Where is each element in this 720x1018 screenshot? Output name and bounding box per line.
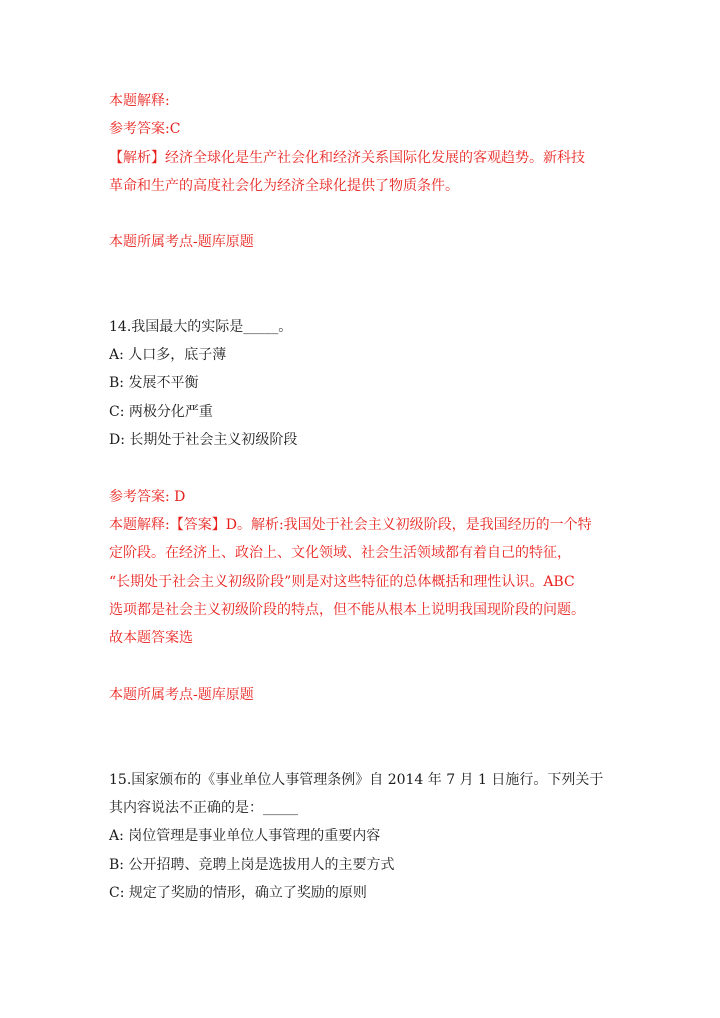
reference-answer: 参考答案:C bbox=[109, 121, 181, 137]
explanation-text-line: 选项都是社会主义初级阶段的特点，但不能从根本上说明我国现阶段的问题。 bbox=[109, 602, 585, 618]
explanation-text-line: 定阶段。在经济上、政治上、文化领域、社会生活领域都有着自己的特征， bbox=[109, 545, 571, 561]
option-d: D: 长期处于社会主义初级阶段 bbox=[109, 432, 298, 448]
option-a: A: 人口多，底子薄 bbox=[109, 347, 227, 363]
question-source: 本题所属考点-题库原题 bbox=[109, 687, 254, 703]
question-stem: 其内容说法不正确的是：_____ bbox=[109, 800, 298, 816]
reference-answer: 参考答案: D bbox=[109, 489, 186, 505]
explanation-label: 本题解释: bbox=[109, 93, 170, 109]
explanation-text-line: 故本题答案选 bbox=[109, 630, 193, 646]
option-b: B: 公开招聘、竞聘上岗是选拔用人的主要方式 bbox=[109, 857, 395, 873]
option-b: B: 发展不平衡 bbox=[109, 375, 199, 391]
option-a: A: 岗位管理是事业单位人事管理的重要内容 bbox=[109, 828, 381, 844]
analysis-text-line: 【解析】经济全球化是生产社会化和经济关系国际化发展的客观趋势。新科技 bbox=[109, 150, 585, 166]
analysis-text-line: 革命和生产的高度社会化为经济全球化提供了物质条件。 bbox=[109, 178, 459, 194]
option-c: C: 两极分化严重 bbox=[109, 404, 213, 420]
explanation-text-line: 本题解释:【答案】D。解析:我国处于社会主义初级阶段，是我国经历的一个特 bbox=[109, 517, 592, 533]
explanation-text-line: “长期处于社会主义初级阶段”则是对这些特征的总体概括和理性认识。ABC bbox=[109, 574, 575, 590]
option-c: C: 规定了奖励的情形，确立了奖励的原则 bbox=[109, 885, 367, 901]
question-stem: 14.我国最大的实际是_____。 bbox=[109, 319, 293, 335]
question-source: 本题所属考点-题库原题 bbox=[109, 234, 254, 250]
question-stem: 15.国家颁布的《事业单位人事管理条例》自 2014 年 7 月 1 日施行。下列关于 bbox=[109, 772, 604, 788]
